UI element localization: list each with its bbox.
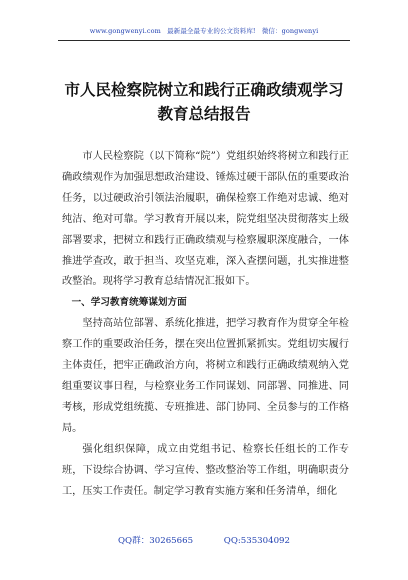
page-header (0, 26, 408, 35)
body-paragraph: 强化组织保障，成立由党组书记、检察长任组长的工作专班，下设综合协调、学习宣传、整改整治等工作组，明确职责分工，压实工作责任。制定学习教育实施方案和任务清单，细化 (62, 443, 349, 497)
page-footer (0, 534, 408, 546)
header-divider (58, 40, 350, 41)
header-url-link[interactable]: www.gongwenyi.com (89, 27, 161, 35)
body-paragraph: 坚持高站位部署、系统化推进，把学习教育作为贯穿全年检察工作的重要政治任务，摆在突出位置抓紧抓实。党组切实履行主体责任，把牢正确政治方向，将树立和践行正确政绩观纳入党组重要议事日程，与检察业务工作同谋划、同部署、同推进、同考核，形成党组统揽、专班推进、部门协同、全员参与的工作格局。 (62, 318, 349, 434)
footer-qq-group: QQ群：30265665 (118, 536, 194, 546)
header-slogan: 最新最全最专业的公文资料库! (167, 27, 256, 35)
title-line-1: 市人民检察院树立和践行正确政绩观学习 (64, 81, 344, 99)
title-line-2: 教育总结报告 (157, 105, 251, 123)
intro-paragraph: 市人民检察院（以下简称“院”）党组织始终将树立和践行正确政绩观作为加强思想政治建设、锤炼过硬干部队伍的重要政治任务，以过硬政治引领法治履职，确保检察工作绝对忠诚、绝对纯洁、绝对可靠。学习教育开展以来，院党组坚决贯彻落实上级部署要求，把树立和践行正确政绩观与检察履职深度融合，一体推进学查改，敢于担当、攻坚克难，深入查摆问题，扎实推进整改整治。现将学习教育总结情况汇报如下。 (62, 151, 349, 288)
footer-qq: QQ:535304092 (223, 536, 290, 546)
document-body (62, 147, 349, 502)
document-title (60, 78, 348, 126)
header-wechat: 微信：gongwenyi (261, 27, 319, 35)
section-heading: 一、学习教育统筹谋划方面 (71, 297, 187, 309)
